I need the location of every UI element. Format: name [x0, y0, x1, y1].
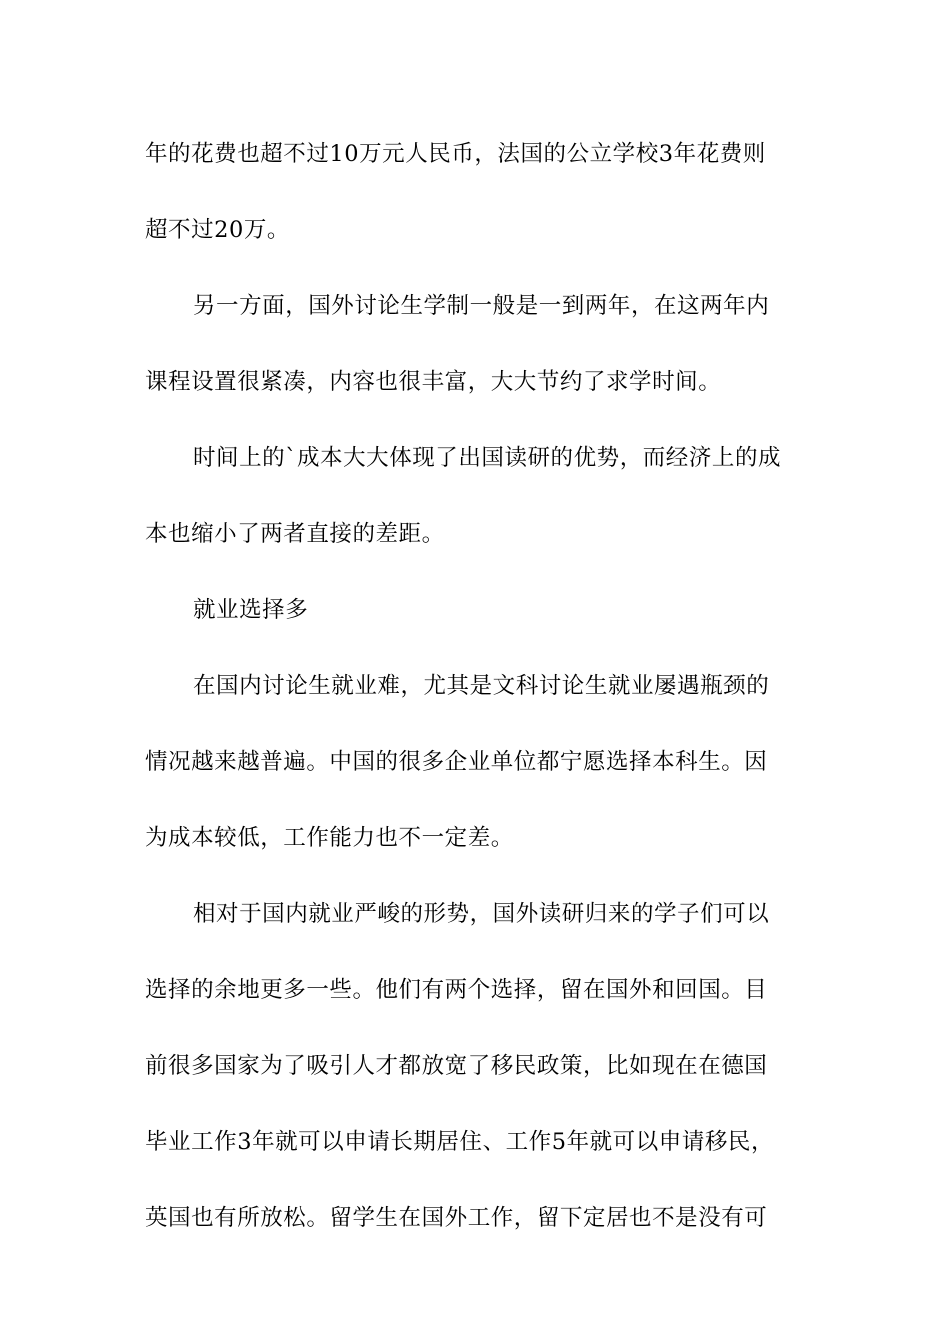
text-line: 本也缩小了两者直接的差距。: [145, 521, 445, 547]
document-body: [145, 133, 810, 1273]
text-line: 年的花费也超不过10万元人民币，法国的公立学校3年花费则: [145, 141, 766, 167]
text-line: 情况越来越普遍。中国的很多企业单位都宁愿选择本科生。因: [145, 749, 768, 775]
text-line: 超不过20万。: [145, 217, 290, 243]
text-line: 时间上的`成本大大体现了出国读研的优势，而经济上的成: [193, 445, 782, 471]
text-line: 前很多国家为了吸引人才都放宽了移民政策，比如现在在德国: [145, 1053, 768, 1079]
section-heading: 就业选择多: [193, 597, 309, 623]
text-line: 选择的余地更多一些。他们有两个选择，留在国外和回国。目: [145, 977, 768, 1003]
text-line: 相对于国内就业严峻的形势，国外读研归来的学子们可以: [193, 901, 770, 927]
text-line: 在国内讨论生就业难，尤其是文科讨论生就业屡遇瓶颈的: [193, 673, 770, 699]
text-line: 课程设置很紧凑，内容也很丰富，大大节约了求学时间。: [145, 369, 722, 395]
text-line: 为成本较低，工作能力也不一定差。: [145, 825, 514, 851]
text-line: 另一方面，国外讨论生学制一般是一到两年，在这两年内: [193, 293, 770, 319]
text-line: 毕业工作3年就可以申请长期居住、工作5年就可以申请移民，: [145, 1129, 775, 1155]
text-line: 英国也有所放松。留学生在国外工作，留下定居也不是没有可: [145, 1205, 768, 1231]
